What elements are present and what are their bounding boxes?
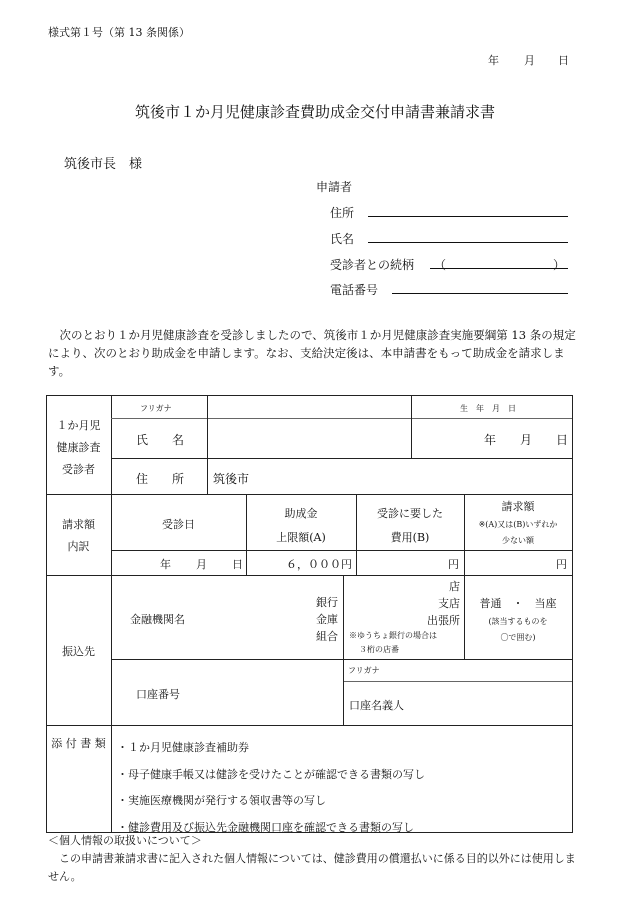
applicant-name-field[interactable] bbox=[368, 242, 568, 243]
exam-day-label: 日 bbox=[232, 558, 243, 571]
account-number-field[interactable] bbox=[215, 661, 341, 723]
relation-close-paren: ） bbox=[553, 258, 566, 272]
applicant-phone-label: 電話番号 bbox=[330, 283, 379, 297]
exam-date-label: 受診日 bbox=[162, 518, 195, 531]
patient-label: １か月児 健康診査 受診者 bbox=[56, 419, 101, 476]
patient-name-field[interactable] bbox=[208, 419, 410, 457]
claim-amount-note: ※(A)又は(B)いずれか 少ない額 bbox=[478, 520, 558, 545]
birth-day-label: 日 bbox=[556, 433, 569, 447]
account-holder-furigana-label: フリガナ bbox=[348, 666, 380, 675]
privacy-text: この申請書兼請求書に記入された個人情報については、健診費用の償還払いに係る目的以外には使用しません。 bbox=[48, 852, 576, 883]
birth-month-label: 月 bbox=[520, 433, 533, 447]
claim-breakdown-label: 請求額 内訳 bbox=[62, 518, 95, 553]
form-number: 様式第１号（第 13 条関係） bbox=[48, 26, 190, 39]
applicant-phone-field[interactable] bbox=[392, 293, 568, 294]
patient-name-label: 氏 名 bbox=[136, 433, 185, 447]
intro-paragraph: 次のとおり１か月児健康診査を受診しましたので、筑後市１か月児健康診査実施要綱第 13 条の規定により、次のとおり助成金を申請します。なお、支給決定後は、本申請書をもって助成金を請求します。 bbox=[48, 328, 576, 378]
date-month-label: 月 bbox=[524, 54, 535, 67]
bank-name-label: 金融機関名 bbox=[130, 613, 185, 626]
yucho-note: ※ゆうちょ銀行の場合は ３桁の店番 bbox=[349, 631, 437, 654]
attachments-list bbox=[117, 735, 425, 841]
birthdate-label: 生 年 月 日 bbox=[460, 404, 516, 413]
applicant-relation-label: 受診者との続柄 bbox=[330, 258, 415, 272]
branch-type-options: 店 支店 出張所 bbox=[427, 580, 460, 627]
claim-amount-label: 請求額 bbox=[501, 500, 535, 513]
birth-year-label: 年 bbox=[484, 433, 497, 447]
date-year-label: 年 bbox=[488, 54, 499, 67]
account-holder-label: 口座名義人 bbox=[349, 699, 404, 712]
attachment-item: ・実施医療機関が発行する領収書等の写し bbox=[117, 794, 326, 807]
applicant-address-field[interactable] bbox=[368, 216, 568, 217]
relation-open-paren: （ bbox=[434, 258, 447, 272]
applicant-heading: 申請者 bbox=[316, 180, 353, 194]
attachments-label: 添 付 書 類 bbox=[51, 737, 106, 750]
privacy-heading: ＜個人情報の取扱いについて＞ bbox=[48, 834, 202, 847]
patient-address-label: 住 所 bbox=[136, 472, 185, 486]
applicant-address-label: 住所 bbox=[330, 206, 355, 220]
account-type-options[interactable]: 普通 ・ 当座 bbox=[479, 597, 557, 610]
cost-label: 受診に要した 費用(B) bbox=[377, 507, 443, 544]
exam-month-label: 月 bbox=[196, 558, 207, 571]
cost-unit[interactable]: 円 bbox=[448, 558, 459, 571]
applicant-relation-field[interactable] bbox=[430, 268, 568, 269]
exam-year-label: 年 bbox=[160, 558, 171, 571]
patient-furigana-field[interactable] bbox=[208, 396, 410, 418]
bank-type-options: 銀行 金庫 組合 bbox=[316, 596, 338, 643]
patient-furigana-label: フリガナ bbox=[140, 404, 172, 413]
applicant-name-label: 氏名 bbox=[330, 232, 355, 246]
transfer-label: 振込先 bbox=[62, 645, 95, 658]
account-number-label: 口座番号 bbox=[136, 688, 180, 701]
attachment-item: ・１か月児健康診査補助券 bbox=[117, 741, 249, 754]
limit-value: ６，０００円 bbox=[286, 558, 352, 571]
addressee: 筑後市長 様 bbox=[64, 157, 143, 172]
document-title: 筑後市１か月児健康診査費助成金交付申請書兼請求書 bbox=[134, 103, 495, 121]
claim-unit[interactable]: 円 bbox=[556, 558, 567, 571]
attachment-item: ・母子健康手帳又は健診を受けたことが確認できる書類の写し bbox=[117, 767, 425, 781]
date-day-label: 日 bbox=[558, 54, 569, 67]
attachment-item: ・健診費用及び振込先金融機関口座を確認できる書類の写し bbox=[117, 820, 414, 834]
account-type-note: (該当するものを 〇で囲む) bbox=[488, 617, 548, 642]
patient-address-value[interactable]: 筑後市 bbox=[213, 472, 250, 486]
limit-label: 助成金 上限額(A) bbox=[276, 507, 326, 544]
